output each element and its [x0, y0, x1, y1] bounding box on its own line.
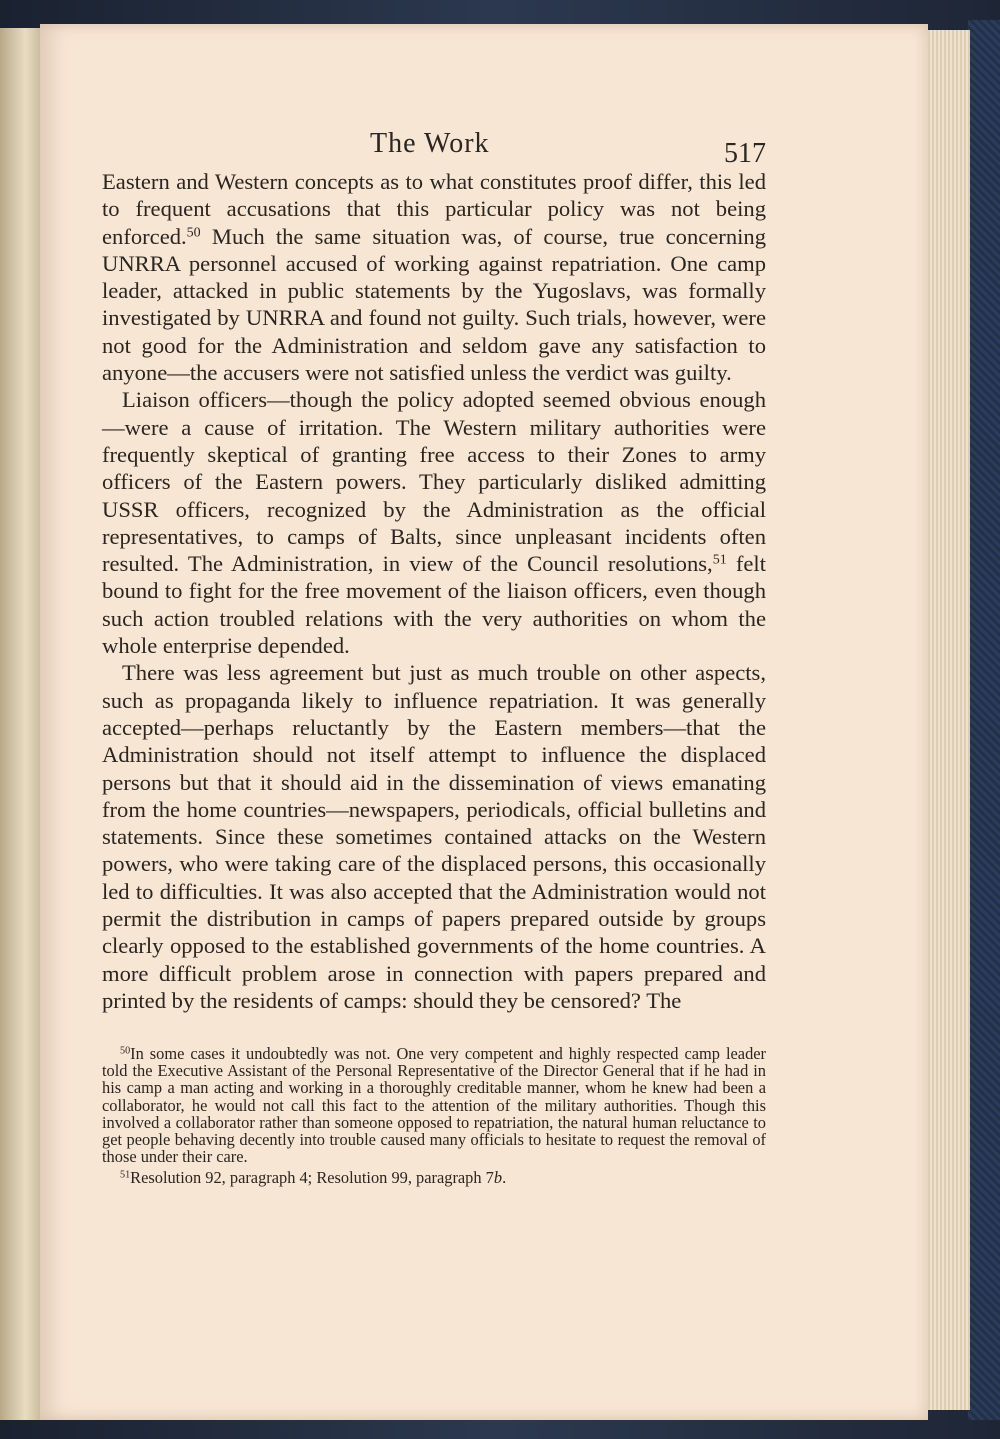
- paragraph-3: There was less agreement but just as much trouble on other aspects, such as propaganda likely to influence repatriation. It was generally accepted—perhaps reluctantly by the Eastern members—that the Administration should not itself attempt to influence the displaced persons but that it should aid in the dissemination of views emanating from the home countries—newspapers, periodicals, official bulletins and statements. Since these sometimes contained attacks on the Western powers, who were taking care of the displaced persons, this occasionally led to difficulties. It was also accepted that the Administration would not permit the distribution in camps of papers prepared outside by groups clearly opposed to the established governments of the home countries. A more difficult problem arose in connection with papers prepared and printed by the residents of camps: should they be censored? The: [102, 660, 766, 1013]
- footnote-51-marker: 51: [120, 1169, 131, 1181]
- paragraph-2-part-b: felt bound to fight for the free movement of the liaison officers, even though such action troubled relations with the very authorities on whom the whole enterprise depended.: [102, 551, 766, 659]
- footnote-50: [102, 1045, 766, 1165]
- paragraph-2-part-a: Liaison officers—though the policy adopted seemed obvious enough —were a cause of irritation. The Western military authorities were frequently skeptical of granting free access to their Zones to army officers of the Eastern powers. They particularly disliked admitting USSR officers, recognized by the Administration as the official representatives, to camps of Balts, since unpleasant incidents often resulted. The Administration, in view of the Council resolutions,: [102, 387, 766, 577]
- footnote-50-marker: 50: [120, 1045, 131, 1057]
- footnote-51-text: Resolution 92, paragraph 4; Resolution 99, paragraph 7: [130, 1168, 494, 1188]
- footnotes: [102, 1045, 766, 1187]
- paragraph-1-part-a: Eastern and Western concepts as to what constitutes proof differ, this led to frequent accusations that this particular policy was not being enforced.: [102, 169, 766, 249]
- page-header: [102, 128, 766, 168]
- body-text: [102, 168, 766, 1014]
- footnote-50-text: In some cases it undoubtedly was not. One very competent and highly respected camp leader told the Executive Assistant of the Personal Representative of the Director General that if he had in his camp a man acting and working in a thoroughly creditable manner, whom he knew had been a collaborator, he would not call this fact to the attention of the military authorities. Though this involved a collaborator rather than someone opposed to repatriation, the natural human reluctance to get people behaving decently into trouble caused many officials to hesitate to request the removal of those under their care.: [102, 1044, 766, 1167]
- page-number: 517: [724, 138, 766, 169]
- footnote-51-end: .: [502, 1168, 507, 1188]
- left-page-edge: [0, 28, 42, 1420]
- paragraph-1-part-b: Much the same situation was, of course, true concerning UNRRA personnel accused of working against repatriation. One camp leader, attacked in public statements by the Yugoslavs, was formally investigated by UNRRA and found not guilty. Such trials, however, were not good for the Administration and seldom gave any satisfaction to anyone—the accusers were not satisfied unless the verdict was guilty.: [102, 223, 766, 386]
- page-stack-edge: [926, 30, 970, 1410]
- running-head: The Work: [370, 128, 490, 159]
- footnote-ref-51: 51: [712, 552, 727, 568]
- cloth-cover-edge: [968, 20, 1000, 1420]
- footnote-51-italic: b: [493, 1168, 503, 1188]
- paragraph-1: [102, 168, 766, 386]
- footnote-ref-50: 50: [186, 224, 201, 240]
- footnote-51: [102, 1169, 766, 1186]
- paragraph-2: [102, 386, 766, 659]
